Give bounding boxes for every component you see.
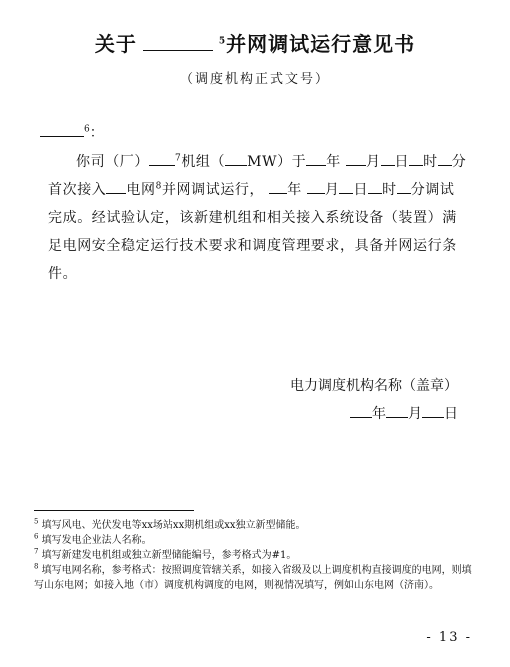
body-text <box>48 148 468 288</box>
hour-blank-2 <box>368 181 382 194</box>
capacity-blank <box>225 153 247 166</box>
footnote-number: 5 <box>34 517 39 526</box>
month-blank-2 <box>307 181 325 194</box>
document-title <box>0 28 510 57</box>
body-paragraph <box>48 148 468 288</box>
body-segment: 你司（厂） <box>76 154 149 170</box>
month-blank <box>346 153 366 166</box>
body-segment: 月 <box>365 154 381 170</box>
footnote-ref-8: 8 <box>155 181 162 192</box>
sign-day-blank <box>422 405 444 418</box>
sign-day-label: 日 <box>444 406 458 422</box>
plant-name-blank <box>149 153 175 166</box>
sign-month-blank <box>386 405 408 418</box>
day-blank <box>381 153 395 166</box>
body-segment: 年 <box>326 154 341 170</box>
body-segment: 分调试完成。经试验认定，该新建机组和相关接入系统设备（装置）满足电网安全稳定运行技术要求和调度管理要求，具备并网运行条件。 <box>48 182 457 282</box>
addressee-footnote-ref: 6 <box>84 124 90 135</box>
year-blank-2 <box>269 181 287 194</box>
signature-block <box>290 372 458 428</box>
footnote-text: 填写风电、光伏发电等xx场站xx期机组或xx独立新型储能。 <box>41 520 306 531</box>
body-segment: 时 <box>423 154 438 170</box>
body-segment: 电网 <box>126 182 156 198</box>
addressee-line <box>40 122 104 142</box>
footnote-6 <box>34 533 474 548</box>
sign-month-label: 月 <box>408 406 422 422</box>
document-number-placeholder: （调度机构正式文号） <box>179 72 330 87</box>
body-segment: 月 <box>324 182 340 198</box>
hour-blank <box>409 153 423 166</box>
minute-blank <box>438 153 452 166</box>
title-prefix: 关于 <box>94 32 137 56</box>
issuing-organization: 电力调度机构名称（盖章） <box>290 378 458 394</box>
grid-name-blank <box>106 181 126 194</box>
footnote-divider <box>34 510 194 511</box>
addressee-colon: ： <box>89 125 104 141</box>
footnote-text: 填写电网名称，参考格式：按照调度管辖关系，如接入省级及以上调度机构直接调度的电网，则填写山东电网；如接入地（市）调度机构调度的电网，则视情况填写，例如山东电网（济南）。 <box>34 565 472 591</box>
title-suffix: 并网调试运行意见书 <box>226 32 416 56</box>
day-blank-2 <box>339 181 353 194</box>
year-blank <box>306 153 326 166</box>
body-segment: 分首次接入 <box>48 154 467 198</box>
footnote-text: 填写新建发电机组或独立新型储能编号，参考格式为#1。 <box>41 550 297 561</box>
footnote-5 <box>34 518 474 533</box>
body-segment: 年 <box>287 182 302 198</box>
body-segment: 机组（ <box>181 154 226 170</box>
footnotes <box>34 518 474 593</box>
footnote-ref-7: 7 <box>175 153 182 164</box>
title-footnote-ref: 5 <box>218 36 227 47</box>
footnote-number: 8 <box>34 562 39 571</box>
body-segment: 日 <box>394 154 410 170</box>
body-segment: 并网调试运行， <box>161 182 265 198</box>
body-segment: MW）于 <box>247 154 307 170</box>
footnote-8 <box>34 563 474 593</box>
body-segment: 时 <box>382 182 397 198</box>
minute-blank-2 <box>397 181 411 194</box>
addressee-blank <box>40 124 84 137</box>
footnote-7 <box>34 548 474 563</box>
signature-date <box>290 400 458 428</box>
footnote-number: 7 <box>34 547 39 556</box>
footnote-number: 6 <box>34 532 39 541</box>
footnote-text: 填写发电企业法人名称。 <box>41 535 152 546</box>
sign-year-label: 年 <box>372 406 386 422</box>
sign-year-blank <box>350 405 372 418</box>
body-segment: 日 <box>353 182 369 198</box>
page-number: - 13 - <box>426 630 472 645</box>
title-blank <box>143 36 213 51</box>
